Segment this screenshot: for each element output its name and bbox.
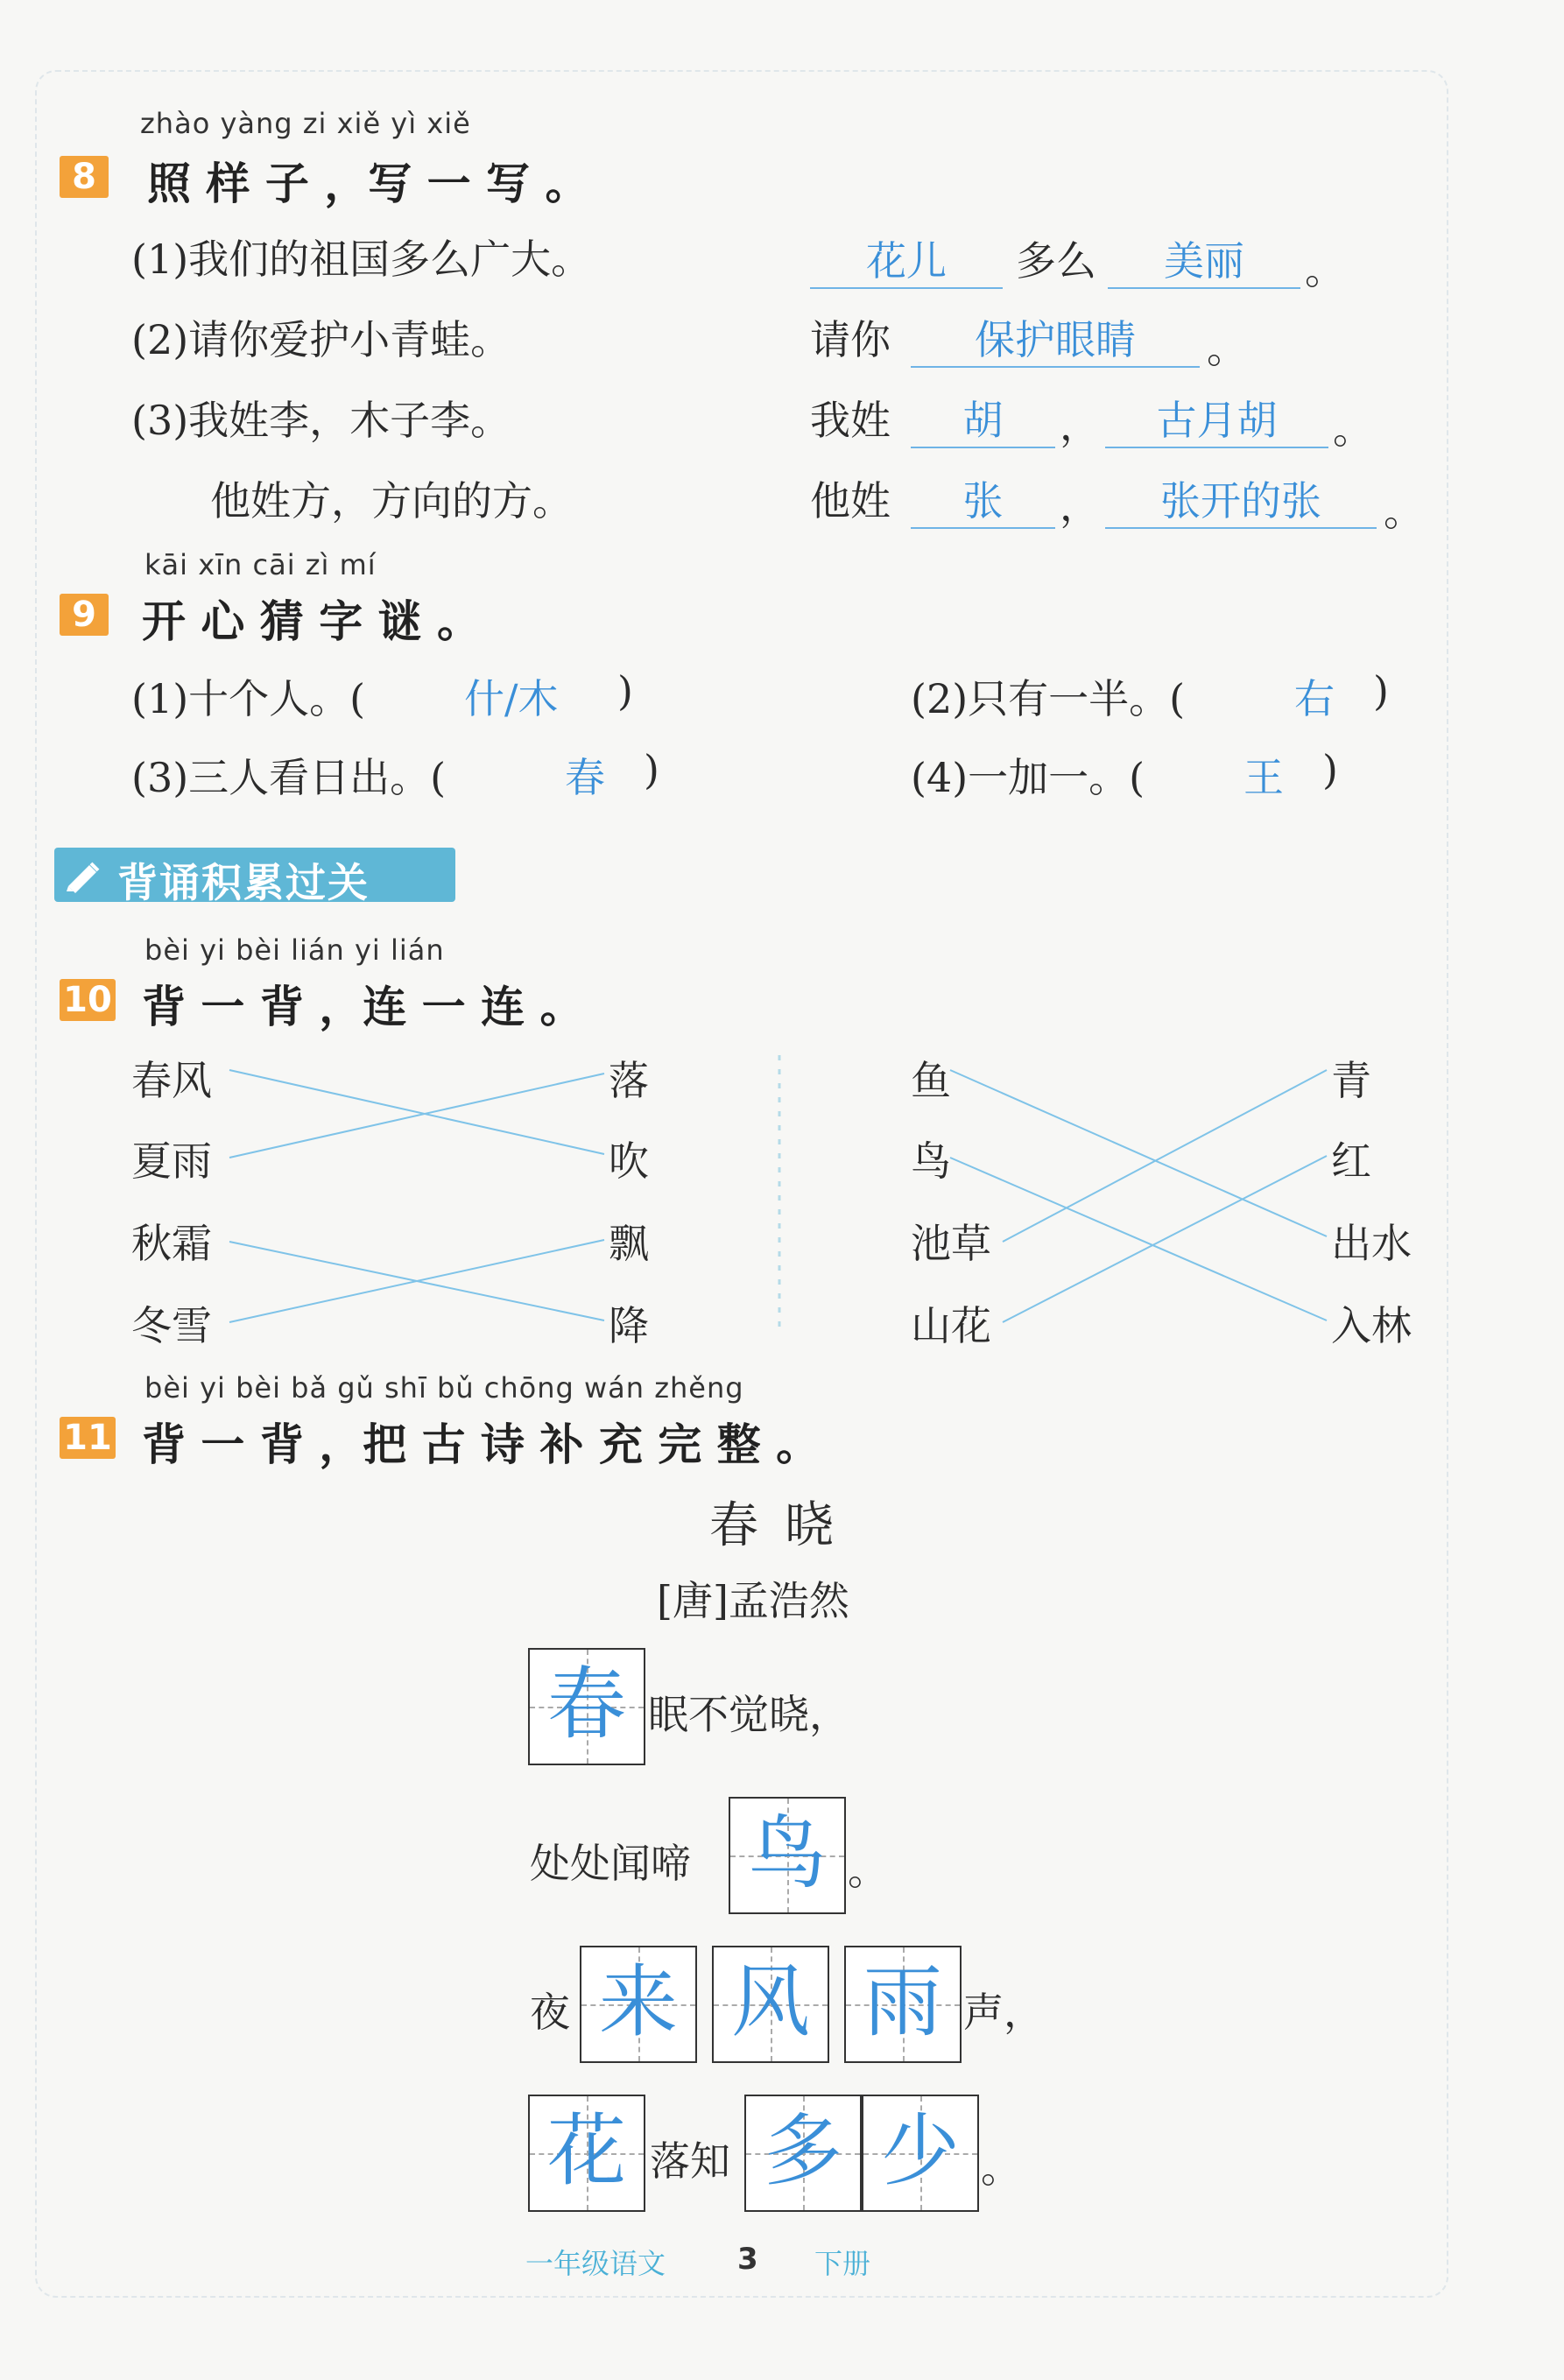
q8-title: 照 样 子 ，写 一 写 。 bbox=[147, 158, 589, 209]
q8-item4-comma: ， bbox=[1060, 482, 1100, 530]
q8-item3-sentence: (3)我姓李，木子李。 bbox=[131, 397, 511, 444]
q9-riddle4-close: ) bbox=[1322, 746, 1338, 793]
q10-pinyin: bèi yi bèi lián yi lián bbox=[144, 933, 445, 967]
footer-subject: 一年级语文 bbox=[525, 2247, 666, 2280]
poem-box-char: 花 bbox=[547, 2105, 626, 2197]
q9-riddle1-question: (1)十个人。( bbox=[131, 675, 366, 722]
q9-riddle3-close: ) bbox=[644, 746, 659, 793]
q9-riddle4-question: (4)一加一。( bbox=[911, 754, 1145, 801]
poem-line1-text: 眠不觉晓， bbox=[648, 1691, 849, 1738]
q8-item2-prefix: 请你 bbox=[810, 316, 891, 363]
q8-item4-prefix: 他姓 bbox=[810, 477, 891, 525]
poem-line3-end: 声， bbox=[963, 1989, 1044, 2036]
poem-box-char: 雨 bbox=[863, 1956, 942, 2048]
q10-left-term-4[interactable]: 冬雪 bbox=[131, 1302, 212, 1349]
q9-riddle4-answer[interactable]: 王 bbox=[1243, 754, 1284, 801]
q11-pinyin: bèi yi bèi bǎ gǔ shī bǔ chōng wán zhěng bbox=[144, 1371, 744, 1405]
q8-item3-comma: ， bbox=[1060, 402, 1100, 449]
q8-item3-answer1[interactable]: 胡 bbox=[911, 389, 1055, 448]
q8-item4-answer1[interactable]: 张 bbox=[911, 469, 1055, 529]
q10-right-term-2[interactable]: 鸟 bbox=[911, 1137, 951, 1185]
q8-number-badge: 8 bbox=[60, 156, 109, 198]
q11-title: 背 一 背 ，把 古 诗 补 充 完 整 。 bbox=[142, 1419, 821, 1470]
poem-title: 春晓 bbox=[709, 1497, 860, 1554]
q8-item1-sentence: (1)我们的祖国多么广大。 bbox=[131, 236, 592, 283]
q8-item1-mid: 多么 bbox=[1016, 237, 1096, 285]
match-line-shanhua-hong bbox=[1003, 1156, 1327, 1322]
q10-number-badge: 10 bbox=[60, 979, 116, 1021]
q10-right-word-1[interactable]: 青 bbox=[1331, 1057, 1371, 1104]
poem-line4-end: 。 bbox=[981, 2144, 1021, 2192]
poem-box[interactable] bbox=[744, 2095, 862, 2212]
match-line-dongxue-piao bbox=[229, 1240, 604, 1322]
q9-pinyin: kāi xīn cāi zì mí bbox=[144, 548, 377, 581]
q8-item3-end: 。 bbox=[1333, 405, 1373, 453]
match-line-chicao-qing bbox=[1003, 1070, 1327, 1242]
q8-item1-answer2[interactable]: 美丽 bbox=[1108, 229, 1300, 289]
q10-left-verb-3[interactable]: 飘 bbox=[609, 1220, 649, 1267]
q8-item1-end: 。 bbox=[1305, 246, 1345, 293]
q8-item2-sentence: (2)请你爱护小青蛙。 bbox=[131, 316, 511, 363]
poem-box[interactable] bbox=[862, 2095, 979, 2212]
q10-right-term-4[interactable]: 山花 bbox=[911, 1302, 991, 1349]
poem-box[interactable] bbox=[528, 2095, 645, 2212]
q9-riddle3-answer[interactable]: 春 bbox=[565, 754, 605, 801]
q9-riddle1-close: ) bbox=[617, 667, 633, 715]
poem-box-char: 风 bbox=[731, 1956, 810, 2048]
poem-line2-text: 处处闻啼 bbox=[530, 1840, 691, 1887]
poem-box[interactable] bbox=[729, 1797, 846, 1914]
q10-left-term-2[interactable]: 夏雨 bbox=[131, 1137, 212, 1185]
poem-box[interactable] bbox=[844, 1946, 962, 2063]
poem-line3-text: 夜 bbox=[530, 1989, 570, 2036]
q10-left-verb-4[interactable]: 降 bbox=[609, 1302, 649, 1349]
q10-right-word-3[interactable]: 出水 bbox=[1331, 1220, 1412, 1267]
poem-box[interactable] bbox=[580, 1946, 697, 2063]
q9-riddle2-answer[interactable]: 右 bbox=[1294, 675, 1335, 722]
q10-left-term-3[interactable]: 秋霜 bbox=[131, 1220, 212, 1267]
q8-item3-answer2[interactable]: 古月胡 bbox=[1105, 389, 1328, 448]
footer-volume: 下册 bbox=[814, 2247, 871, 2280]
poem-box-char: 春 bbox=[547, 1658, 626, 1750]
q10-title: 背 一 背 ，连 一 连 。 bbox=[142, 982, 584, 1032]
q10-left-term-1[interactable]: 春风 bbox=[131, 1057, 212, 1104]
q8-item2-end: 。 bbox=[1207, 325, 1247, 372]
poem-author: [唐]孟浩然 bbox=[657, 1577, 849, 1624]
q8-item4-end: 。 bbox=[1384, 488, 1424, 535]
match-line-yu-chushui bbox=[950, 1070, 1327, 1236]
page-number: 3 bbox=[737, 2242, 758, 2277]
q11-number-badge: 11 bbox=[60, 1417, 116, 1459]
q8-item3-prefix: 我姓 bbox=[810, 397, 891, 444]
q9-riddle2-question: (2)只有一半。( bbox=[911, 675, 1186, 722]
q8-item4-answer2[interactable]: 张开的张 bbox=[1105, 469, 1377, 529]
poem-box[interactable] bbox=[528, 1648, 645, 1765]
match-line-chunfeng-chui bbox=[229, 1070, 604, 1154]
match-line-xiayu-luo bbox=[229, 1074, 604, 1158]
q10-right-word-2[interactable]: 红 bbox=[1331, 1137, 1371, 1185]
q8-item1-answer1[interactable]: 花儿 bbox=[810, 229, 1003, 289]
poem-box-char: 鸟 bbox=[748, 1807, 827, 1899]
poem-line4-text: 落知 bbox=[650, 2137, 730, 2185]
q9-riddle3-question: (3)三人看日出。( bbox=[131, 754, 447, 801]
q8-item4-sentence: 他姓方，方向的方。 bbox=[210, 477, 573, 525]
q8-pinyin: zhào yàng zi xiě yì xiě bbox=[140, 107, 471, 140]
poem-box-char: 多 bbox=[764, 2105, 842, 2197]
poem-box-char: 来 bbox=[599, 1956, 678, 2048]
q10-left-verb-2[interactable]: 吹 bbox=[609, 1137, 649, 1185]
poem-box[interactable] bbox=[712, 1946, 829, 2063]
q9-title: 开 心 猜 字 谜 。 bbox=[142, 596, 482, 647]
q10-right-term-1[interactable]: 鱼 bbox=[911, 1057, 951, 1104]
q9-riddle2-close: ) bbox=[1373, 667, 1389, 715]
q10-right-term-3[interactable]: 池草 bbox=[911, 1220, 991, 1267]
poem-box-char: 少 bbox=[881, 2105, 960, 2197]
q9-number-badge: 9 bbox=[60, 594, 109, 636]
q9-riddle1-answer[interactable]: 什/木 bbox=[464, 675, 559, 722]
q10-left-verb-1[interactable]: 落 bbox=[609, 1057, 649, 1104]
section-banner-label: 背诵积累过关 bbox=[117, 859, 370, 906]
poem-line2-end: 。 bbox=[848, 1847, 888, 1894]
q8-item2-answer[interactable]: 保护眼睛 bbox=[911, 308, 1200, 368]
q10-right-word-4[interactable]: 入林 bbox=[1331, 1302, 1412, 1349]
